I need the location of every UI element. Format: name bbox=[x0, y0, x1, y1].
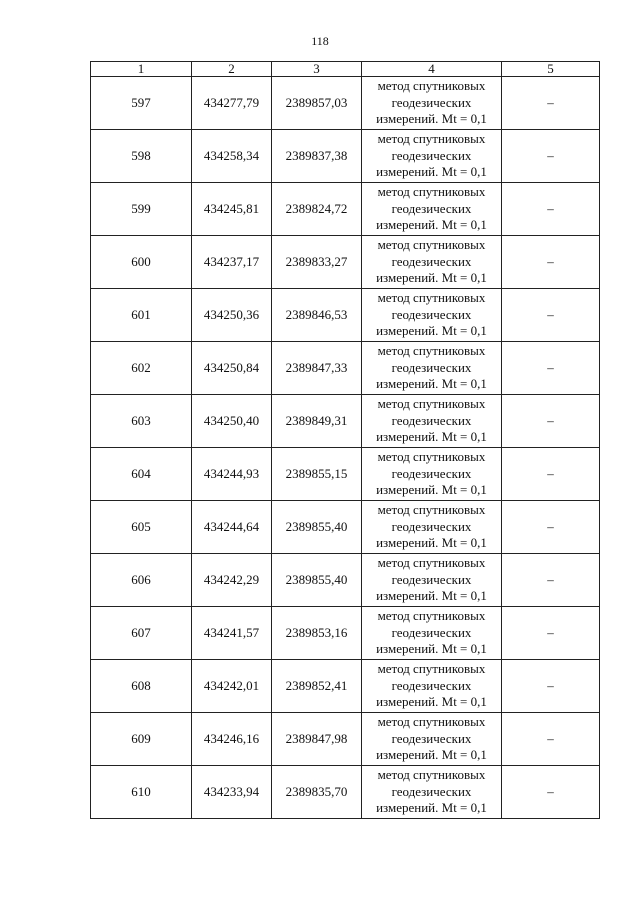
col5-cell: – bbox=[502, 77, 600, 130]
table-row bbox=[91, 289, 600, 342]
method-line: геодезических bbox=[391, 465, 472, 481]
col5-cell: – bbox=[502, 289, 600, 342]
col5-cell: – bbox=[502, 130, 600, 183]
method-line: геодезических bbox=[391, 677, 472, 693]
method-line: измерений. Mt = 0,1 bbox=[376, 429, 487, 445]
method-line: геодезических bbox=[391, 730, 472, 746]
y-coordinate-cell: 2389824,72 bbox=[272, 183, 362, 236]
x-coordinate-cell: 434250,36 bbox=[192, 289, 272, 342]
method-line: геодезических bbox=[391, 306, 472, 322]
table-row bbox=[91, 183, 600, 236]
table-row bbox=[91, 501, 600, 554]
point-number-cell: 608 bbox=[91, 660, 192, 713]
point-number-cell: 609 bbox=[91, 713, 192, 766]
method-cell bbox=[362, 289, 502, 342]
point-number-cell: 601 bbox=[91, 289, 192, 342]
header-col-3: 3 bbox=[272, 62, 362, 77]
col5-cell: – bbox=[502, 554, 600, 607]
point-number-cell: 600 bbox=[91, 236, 192, 289]
table-header-row bbox=[91, 62, 600, 77]
method-line: метод спутниковых bbox=[377, 555, 486, 571]
point-number-cell: 607 bbox=[91, 607, 192, 660]
col5-cell: – bbox=[502, 766, 600, 819]
method-line: измерений. Mt = 0,1 bbox=[376, 323, 487, 339]
method-line: измерений. Mt = 0,1 bbox=[376, 694, 487, 710]
x-coordinate-cell: 434246,16 bbox=[192, 713, 272, 766]
method-line: метод спутниковых bbox=[377, 184, 486, 200]
y-coordinate-cell: 2389855,15 bbox=[272, 448, 362, 501]
coordinates-table bbox=[90, 61, 600, 819]
method-line: измерений. Mt = 0,1 bbox=[376, 482, 487, 498]
table-row bbox=[91, 713, 600, 766]
method-line: измерений. Mt = 0,1 bbox=[376, 376, 487, 392]
table-row bbox=[91, 77, 600, 130]
method-line: геодезических bbox=[391, 94, 472, 110]
point-number-cell: 604 bbox=[91, 448, 192, 501]
method-line: измерений. Mt = 0,1 bbox=[376, 270, 487, 286]
x-coordinate-cell: 434250,40 bbox=[192, 395, 272, 448]
method-cell bbox=[362, 448, 502, 501]
page-number: 118 bbox=[311, 34, 329, 48]
method-line: геодезических bbox=[391, 783, 472, 799]
method-line: метод спутниковых bbox=[377, 661, 486, 677]
y-coordinate-cell: 2389835,70 bbox=[272, 766, 362, 819]
x-coordinate-cell: 434277,79 bbox=[192, 77, 272, 130]
method-line: геодезических bbox=[391, 253, 472, 269]
x-coordinate-cell: 434244,64 bbox=[192, 501, 272, 554]
method-line: измерений. Mt = 0,1 bbox=[376, 535, 487, 551]
table-row bbox=[91, 554, 600, 607]
y-coordinate-cell: 2389853,16 bbox=[272, 607, 362, 660]
method-line: измерений. Mt = 0,1 bbox=[376, 111, 487, 127]
point-number-cell: 606 bbox=[91, 554, 192, 607]
point-number-cell: 602 bbox=[91, 342, 192, 395]
point-number-cell: 605 bbox=[91, 501, 192, 554]
method-line: измерений. Mt = 0,1 bbox=[376, 217, 487, 233]
method-line: метод спутниковых bbox=[377, 237, 486, 253]
method-line: метод спутниковых bbox=[377, 131, 486, 147]
point-number-cell: 603 bbox=[91, 395, 192, 448]
y-coordinate-cell: 2389833,27 bbox=[272, 236, 362, 289]
x-coordinate-cell: 434244,93 bbox=[192, 448, 272, 501]
method-line: измерений. Mt = 0,1 bbox=[376, 164, 487, 180]
header-col-1: 1 bbox=[91, 62, 192, 77]
table-row bbox=[91, 448, 600, 501]
method-cell bbox=[362, 77, 502, 130]
y-coordinate-cell: 2389855,40 bbox=[272, 554, 362, 607]
point-number-cell: 599 bbox=[91, 183, 192, 236]
col5-cell: – bbox=[502, 660, 600, 713]
method-line: метод спутниковых bbox=[377, 767, 486, 783]
table-row bbox=[91, 607, 600, 660]
x-coordinate-cell: 434237,17 bbox=[192, 236, 272, 289]
table-row bbox=[91, 130, 600, 183]
method-cell bbox=[362, 766, 502, 819]
method-line: измерений. Mt = 0,1 bbox=[376, 641, 487, 657]
col5-cell: – bbox=[502, 501, 600, 554]
method-cell bbox=[362, 554, 502, 607]
col5-cell: – bbox=[502, 395, 600, 448]
y-coordinate-cell: 2389846,53 bbox=[272, 289, 362, 342]
method-line: метод спутниковых bbox=[377, 502, 486, 518]
method-line: геодезических bbox=[391, 200, 472, 216]
table-row bbox=[91, 395, 600, 448]
method-cell bbox=[362, 660, 502, 713]
x-coordinate-cell: 434242,29 bbox=[192, 554, 272, 607]
method-cell bbox=[362, 501, 502, 554]
x-coordinate-cell: 434258,34 bbox=[192, 130, 272, 183]
method-cell bbox=[362, 130, 502, 183]
header-col-2: 2 bbox=[192, 62, 272, 77]
method-line: измерений. Mt = 0,1 bbox=[376, 800, 487, 816]
x-coordinate-cell: 434242,01 bbox=[192, 660, 272, 713]
method-cell bbox=[362, 713, 502, 766]
point-number-cell: 610 bbox=[91, 766, 192, 819]
y-coordinate-cell: 2389852,41 bbox=[272, 660, 362, 713]
col5-cell: – bbox=[502, 448, 600, 501]
y-coordinate-cell: 2389837,38 bbox=[272, 130, 362, 183]
table-body bbox=[91, 77, 600, 819]
method-line: измерений. Mt = 0,1 bbox=[376, 747, 487, 763]
method-cell bbox=[362, 342, 502, 395]
x-coordinate-cell: 434250,84 bbox=[192, 342, 272, 395]
method-cell bbox=[362, 395, 502, 448]
table-row bbox=[91, 766, 600, 819]
point-number-cell: 598 bbox=[91, 130, 192, 183]
x-coordinate-cell: 434241,57 bbox=[192, 607, 272, 660]
method-line: геодезических bbox=[391, 359, 472, 375]
method-cell bbox=[362, 607, 502, 660]
method-line: измерений. Mt = 0,1 bbox=[376, 588, 487, 604]
col5-cell: – bbox=[502, 236, 600, 289]
method-line: геодезических bbox=[391, 412, 472, 428]
y-coordinate-cell: 2389847,98 bbox=[272, 713, 362, 766]
method-line: геодезических bbox=[391, 571, 472, 587]
col5-cell: – bbox=[502, 607, 600, 660]
method-line: геодезических bbox=[391, 147, 472, 163]
y-coordinate-cell: 2389849,31 bbox=[272, 395, 362, 448]
col5-cell: – bbox=[502, 713, 600, 766]
method-line: метод спутниковых bbox=[377, 608, 486, 624]
method-line: метод спутниковых bbox=[377, 290, 486, 306]
col5-cell: – bbox=[502, 183, 600, 236]
method-line: метод спутниковых bbox=[377, 714, 486, 730]
y-coordinate-cell: 2389857,03 bbox=[272, 77, 362, 130]
method-line: геодезических bbox=[391, 518, 472, 534]
method-cell bbox=[362, 236, 502, 289]
x-coordinate-cell: 434233,94 bbox=[192, 766, 272, 819]
table-row bbox=[91, 236, 600, 289]
col5-cell: – bbox=[502, 342, 600, 395]
method-line: метод спутниковых bbox=[377, 449, 486, 465]
method-line: геодезических bbox=[391, 624, 472, 640]
header-col-5: 5 bbox=[502, 62, 600, 77]
point-number-cell: 597 bbox=[91, 77, 192, 130]
method-line: метод спутниковых bbox=[377, 343, 486, 359]
table-row bbox=[91, 342, 600, 395]
header-col-4: 4 bbox=[362, 62, 502, 77]
table-row bbox=[91, 660, 600, 713]
y-coordinate-cell: 2389855,40 bbox=[272, 501, 362, 554]
method-line: метод спутниковых bbox=[377, 78, 486, 94]
x-coordinate-cell: 434245,81 bbox=[192, 183, 272, 236]
method-line: метод спутниковых bbox=[377, 396, 486, 412]
method-cell bbox=[362, 183, 502, 236]
y-coordinate-cell: 2389847,33 bbox=[272, 342, 362, 395]
